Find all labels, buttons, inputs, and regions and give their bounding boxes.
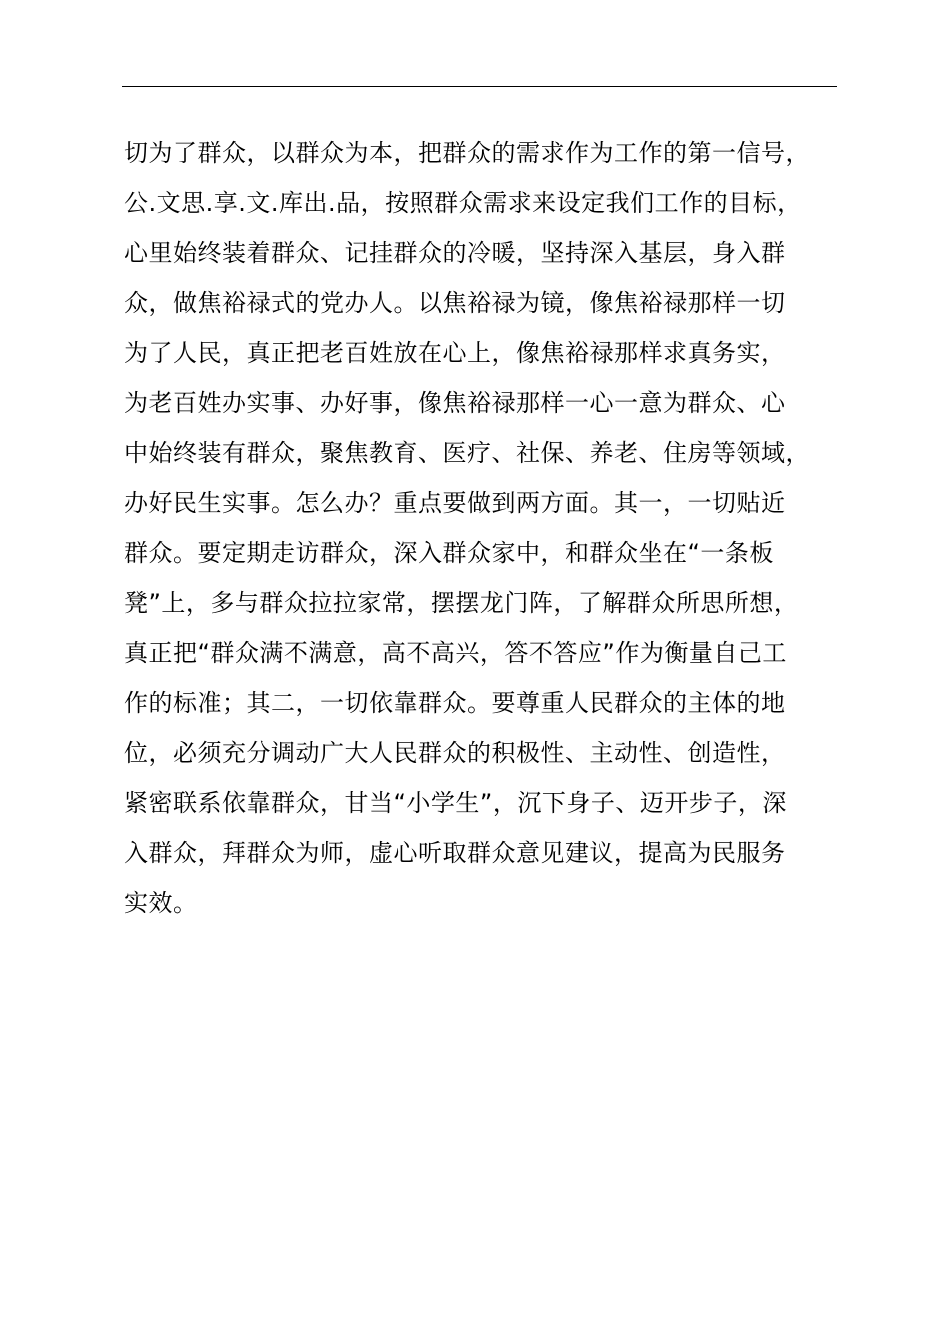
paragraph-line: 办好民生实事。怎么办？重点要做到两方面。其一，一切贴近 [124, 489, 786, 517]
paragraph-line: 众，做焦裕禄式的党办人。以焦裕禄为镜，像焦裕禄那样一切 [124, 289, 786, 317]
paragraph-line: 公.文思.享.文.库出.品，按照群众需求来设定我们工作的目标， [124, 189, 802, 217]
paragraph-line: 作的标准；其二，一切依靠群众。要尊重人民群众的主体的地 [124, 689, 786, 717]
header-rule [122, 86, 837, 87]
paragraph-line: 群众。要定期走访群众，深入群众家中，和群众坐在“一条板 [124, 539, 774, 567]
paragraph-line: 位，必须充分调动广大人民群众的积极性、主动性、创造性， [124, 739, 786, 767]
paragraph-line: 凳”上，多与群众拉拉家常，摆摆龙门阵，了解群众所思所想， [124, 589, 799, 617]
paragraph-line: 紧密联系依靠群众，甘当“小学生”，沉下身子、迈开步子，深 [124, 789, 787, 817]
paragraph-line: 为老百姓办实事、办好事，像焦裕禄那样一心一意为群众、心 [124, 389, 786, 417]
paragraph-line: 中始终装有群众，聚焦教育、医疗、社保、养老、住房等领域， [124, 439, 810, 467]
paragraph-line: 实效。 [124, 889, 198, 917]
paragraph-line: 入群众，拜群众为师，虚心听取群众意见建议，提高为民服务 [124, 839, 786, 867]
body-paragraph [124, 128, 884, 928]
paragraph-line: 心里始终装着群众、记挂群众的冷暖，坚持深入基层，身入群 [124, 239, 786, 267]
paragraph-line: 切为了群众，以群众为本，把群众的需求作为工作的第一信号， [124, 139, 810, 167]
paragraph-line: 为了人民，真正把老百姓放在心上，像焦裕禄那样求真务实， [124, 339, 786, 367]
paragraph-line: 真正把“群众满不满意，高不高兴，答不答应”作为衡量自己工 [124, 639, 787, 667]
